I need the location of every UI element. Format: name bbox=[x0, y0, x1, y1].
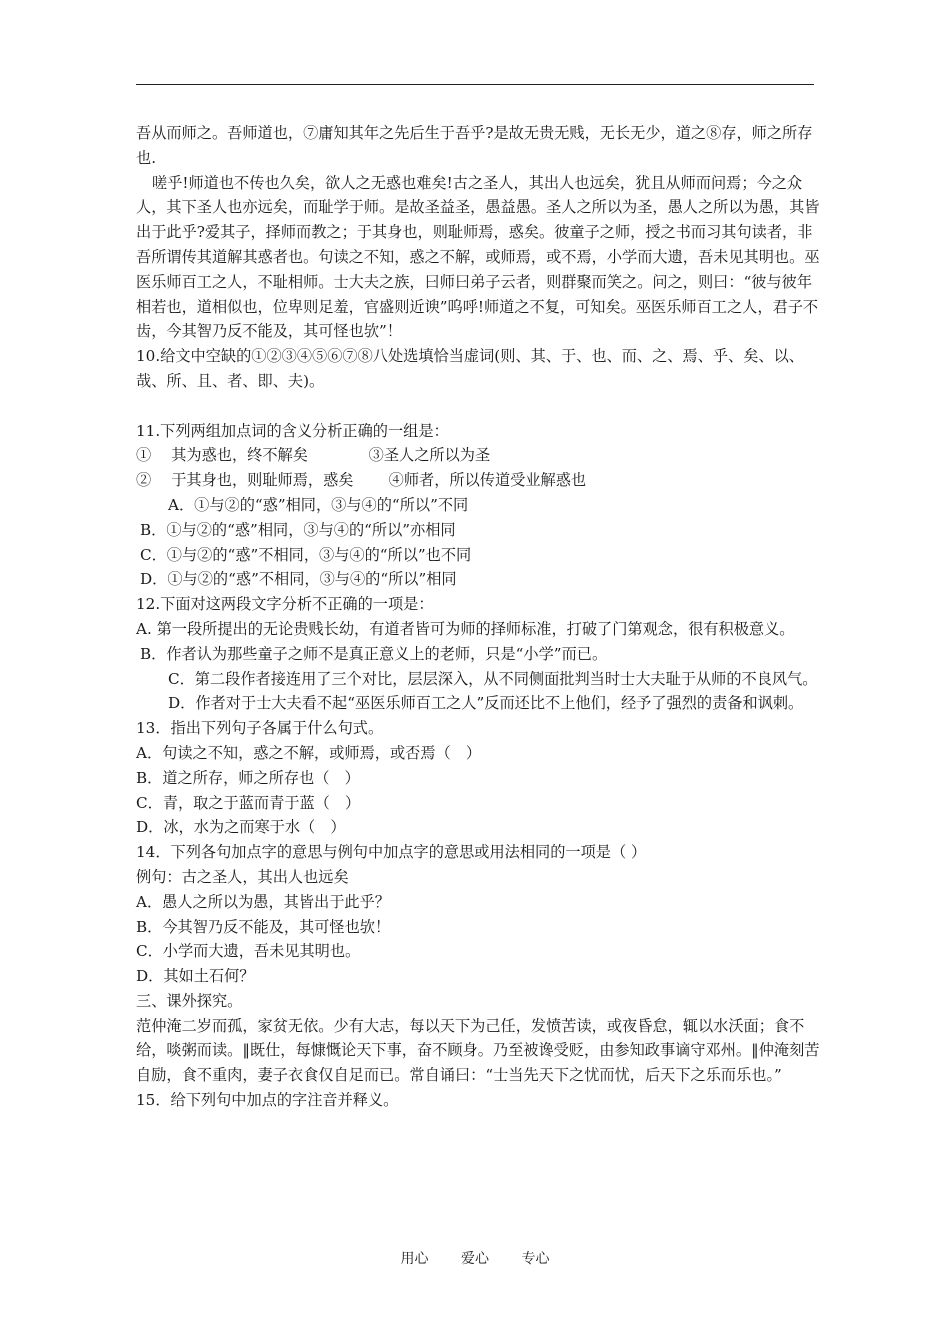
text-line: 12.下面对这两段文字分析不正确的一项是： bbox=[136, 595, 434, 614]
text-line bbox=[136, 394, 820, 419]
text-line: B．作者认为那些童子之师不是真正意义上的老师，只是“小学”而已。 bbox=[140, 644, 608, 663]
text-line: 范仲淹二岁而孤，家贫无依。少有大志，每以天下为己任，发愤苦读，或夜昏怠，辄以水沃面；食不给，啖粥而读。‖既仕，每慷慨论天下事，奋不顾身。乃至被谗受贬，由参知政事谪守邓州。‖仲淹刻苦自励，食不重肉，妻子衣食仅自足而已。常自诵曰：“士当先天下之忧而忧，后天下之乐而乐也。” bbox=[136, 1016, 820, 1085]
text-line: 15．给下列句中加点的字注音并释义。 bbox=[136, 1091, 399, 1110]
text-line: ① 其为惑也，终不解矣 ③圣人之所以为圣 bbox=[136, 446, 491, 465]
text-line: 14．下列各句加点字的意思与例句中加点字的意思或用法相同的一项是（ ） bbox=[136, 843, 647, 862]
text-line: C．①与②的“惑”不相同，③与④的“所以”也不同 bbox=[140, 545, 472, 564]
text-line: D．冰，水为之而寒于水（ ） bbox=[136, 818, 346, 837]
header-rule bbox=[136, 84, 814, 85]
text-line: D．①与②的“惑”不相同，③与④的“所以”相同 bbox=[140, 570, 457, 589]
text-line: ② 于其身也，则耻师焉，惑矣 ④师者，所以传道受业解惑也 bbox=[136, 471, 587, 490]
text-line: 11.下列两组加点词的含义分析正确的一组是： bbox=[136, 421, 449, 440]
text-line: A．①与②的“惑”相同，③与④的“所以”不同 bbox=[168, 495, 469, 514]
footer-text-2: 爱心 bbox=[461, 1251, 489, 1267]
text-line: B．今其智乃反不能及，其可怪也欤！ bbox=[136, 917, 391, 936]
page-footer bbox=[0, 1248, 950, 1268]
text-line: D．作者对于士大夫看不起“巫医乐师百工之人”反而还比不上他们，经予了强烈的责备和讽刺。 bbox=[168, 694, 804, 713]
text-line: 13．指出下列句子各属于什么句式。 bbox=[136, 719, 384, 738]
text-line: 吾从而师之。吾师道也，⑦庸知其年之先后生于吾乎?是故无贵无贱，无长无少，道之⑧存，师之所存也. bbox=[136, 124, 813, 167]
text-line: A．句读之不知，惑之不解，或师焉，或否焉（ ） bbox=[136, 743, 482, 762]
text-line: B．①与②的“惑”相同，③与④的“所以”亦相同 bbox=[140, 520, 456, 539]
text-line: 例句：古之圣人，其出人也远矣 bbox=[136, 867, 349, 886]
text-line: C．小学而大遗，吾未见其明也。 bbox=[136, 942, 361, 961]
text-line: D．其如土石何？ bbox=[136, 967, 255, 986]
text-line: 三、课外探究。 bbox=[136, 991, 243, 1010]
text-line: C．青，取之于蓝而青于蓝（ ） bbox=[136, 793, 361, 812]
document-body bbox=[136, 121, 820, 1113]
text-line: 嗟乎!师道也不传也久矣，欲人之无惑也难矣!古之圣人，其出人也远矣，犹且从师而问焉；今之众人，其下圣人也亦远矣，而耻学于师。是故圣益圣，愚益愚。圣人之所以为圣，愚人之所以为愚，其皆出于此乎?爱其子，择师而教之；于其身也，则耻师焉，惑矣。彼童子之师，授之书而习其句读者，非吾所谓传其道解其惑者也。句读之不知，惑之不解，或师焉，或不焉，小学而大遗，吾未见其明也。巫医乐师百工之人，不耻相师。士大夫之族，曰师曰弟子云者，则群聚而笑之。问之，则曰：“彼与彼年相若也，道相似也，位卑则足羞，官盛则近谀”呜呼!师道之不复，可知矣。巫医乐师百工之人，君子不齿，今其智乃反不能及，其可怪也欤”！ bbox=[136, 173, 820, 341]
text-line: C．第二段作者接连用了三个对比，层层深入，从不同侧面批判当时士大夫耻于从师的不良风气。 bbox=[168, 669, 818, 688]
footer-text-1: 用心 bbox=[400, 1251, 429, 1267]
text-line: 10.给文中空缺的①②③④⑤⑥⑦⑧八处选填恰当虚词(则、其、于、也、而、之、焉、乎、矣、以、哉、所、且、者、即、夫)。 bbox=[136, 347, 804, 390]
text-line: B．道之所存，师之所存也（ ） bbox=[136, 768, 360, 787]
text-line: A．愚人之所以为愚，其皆出于此乎？ bbox=[136, 892, 390, 911]
footer-text-3: 专心 bbox=[521, 1251, 550, 1267]
text-line: A. 第一段所提出的无论贵贱长幼，有道者皆可为师的择师标准，打破了门第观念，很有积极意义。 bbox=[136, 619, 795, 638]
